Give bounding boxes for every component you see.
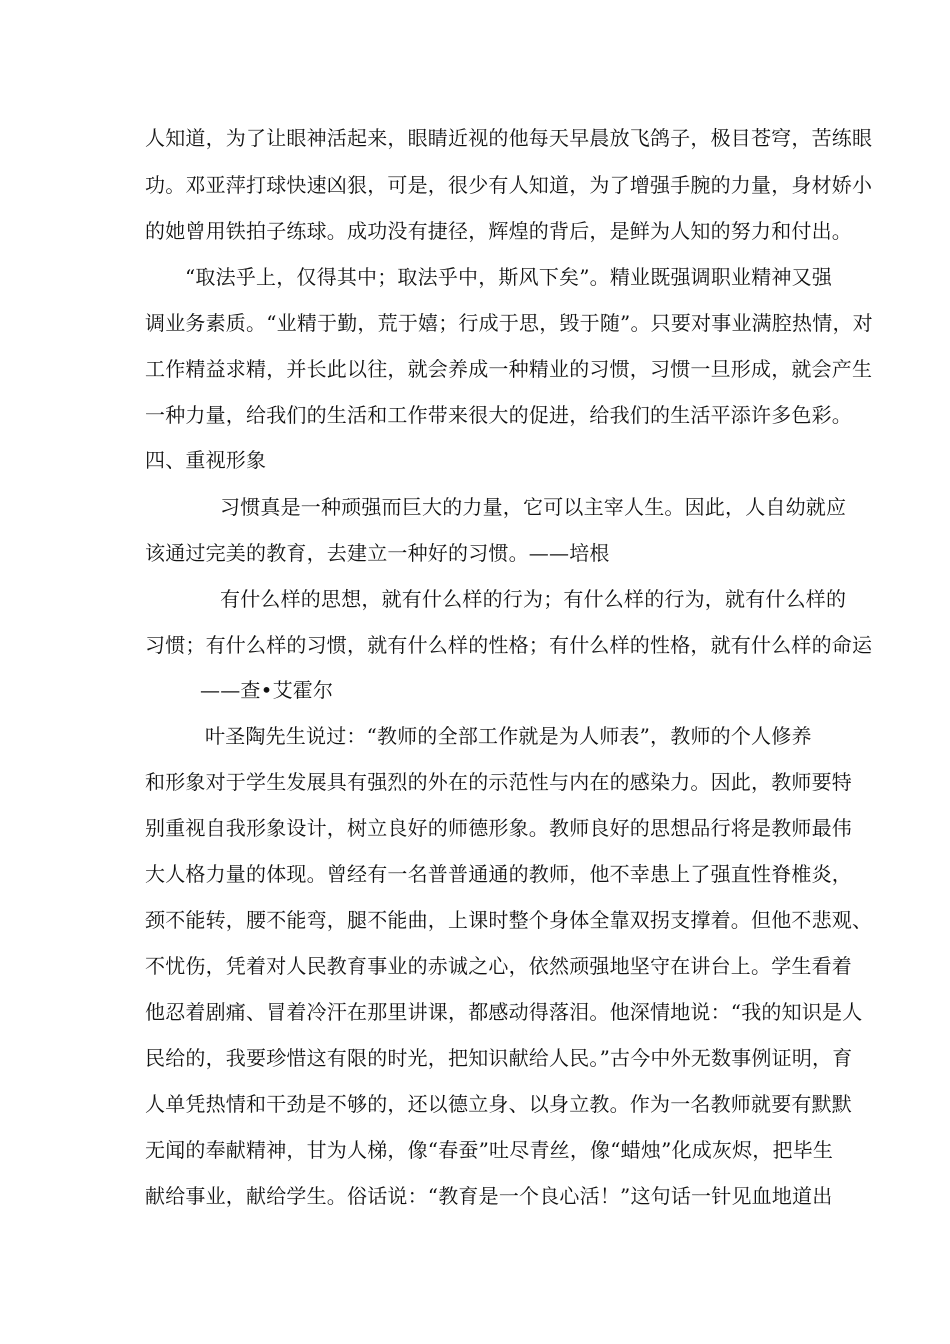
text-line: “取法乎上，仅得其中；取法乎中，斯风下矣”。精业既强调职业精神又强: [185, 265, 833, 289]
text-line: 调业务素质。“业精于勤，荒于嬉；行成于思，毁于随”。只要对事业满腔热情，对: [145, 311, 873, 335]
text-line: 别重视自我形象设计，树立良好的师德形象。教师良好的思想品行将是教师最伟: [145, 816, 852, 840]
text-line: 他忍着剧痛、冒着冷汗在那里讲课，都感动得落泪。他深情地说：“我的知识是人: [145, 1000, 863, 1024]
text-line: 无闻的奉献精神，甘为人梯，像“春蚕”吐尽青丝，像“蜡烛”化成灰烬，把毕生: [145, 1138, 834, 1162]
text-line: 功。邓亚萍打球快速凶狠，可是，很少有人知道，为了增强手腕的力量，身材娇小: [145, 173, 873, 197]
section-heading: 四、重视形象: [145, 448, 267, 472]
text-line: 民给的，我要珍惜这有限的时光，把知识献给人民。”古今中外无数事例证明，育: [145, 1046, 853, 1070]
quote-line: 有什么样的思想，就有什么样的行为；有什么样的行为，就有什么样的: [220, 587, 847, 611]
text-line: 大人格力量的体现。曾经有一名普普通通的教师，他不幸患上了强直性脊椎炎，: [145, 862, 852, 886]
text-line: 人单凭热情和干劲是不够的，还以德立身、以身立教。作为一名教师就要有默默: [145, 1092, 852, 1116]
text-line: 和形象对于学生发展具有强烈的外在的示范性与内在的感染力。因此，教师要特: [145, 770, 852, 794]
text-line: 人知道，为了让眼神活起来，眼睛近视的他每天早晨放飞鸽子，极目苍穹，苦练眼: [145, 126, 873, 150]
text-line: 叶圣陶先生说过：“教师的全部工作就是为人师表”，教师的个人修养: [205, 724, 812, 748]
quote-line: 习惯真是一种顽强而巨大的力量，它可以主宰人生。因此，人自幼就应: [220, 495, 847, 519]
text-line: 不忧伤，凭着对人民教育事业的赤诚之心，依然顽强地坚守在讲台上。学生看着: [145, 954, 852, 978]
text-line: 颈不能转，腰不能弯，腿不能曲，上课时整个身体全靠双拐支撑着。但他不悲观、: [145, 908, 873, 932]
text-line: 一种力量，给我们的生活和工作带来很大的促进，给我们的生活平添许多色彩。: [145, 403, 852, 427]
quote-line: 习惯；有什么样的习惯，就有什么样的性格；有什么样的性格，就有什么样的命运: [145, 633, 873, 657]
text-line: 的她曾用铁拍子练球。成功没有捷径，辉煌的背后，是鲜为人知的努力和付出。: [145, 219, 852, 243]
text-line: 献给事业，献给学生。俗话说：“教育是一个良心活！”这句话一针见血地道出: [145, 1184, 833, 1208]
text-line: 工作精益求精，并长此以往，就会养成一种精业的习惯，习惯一旦形成，就会产生: [145, 357, 873, 381]
quote-attribution: ——查•艾霍尔: [200, 678, 334, 702]
quote-line: 该通过完美的教育，去建立一种好的习惯。——培根: [145, 541, 610, 565]
